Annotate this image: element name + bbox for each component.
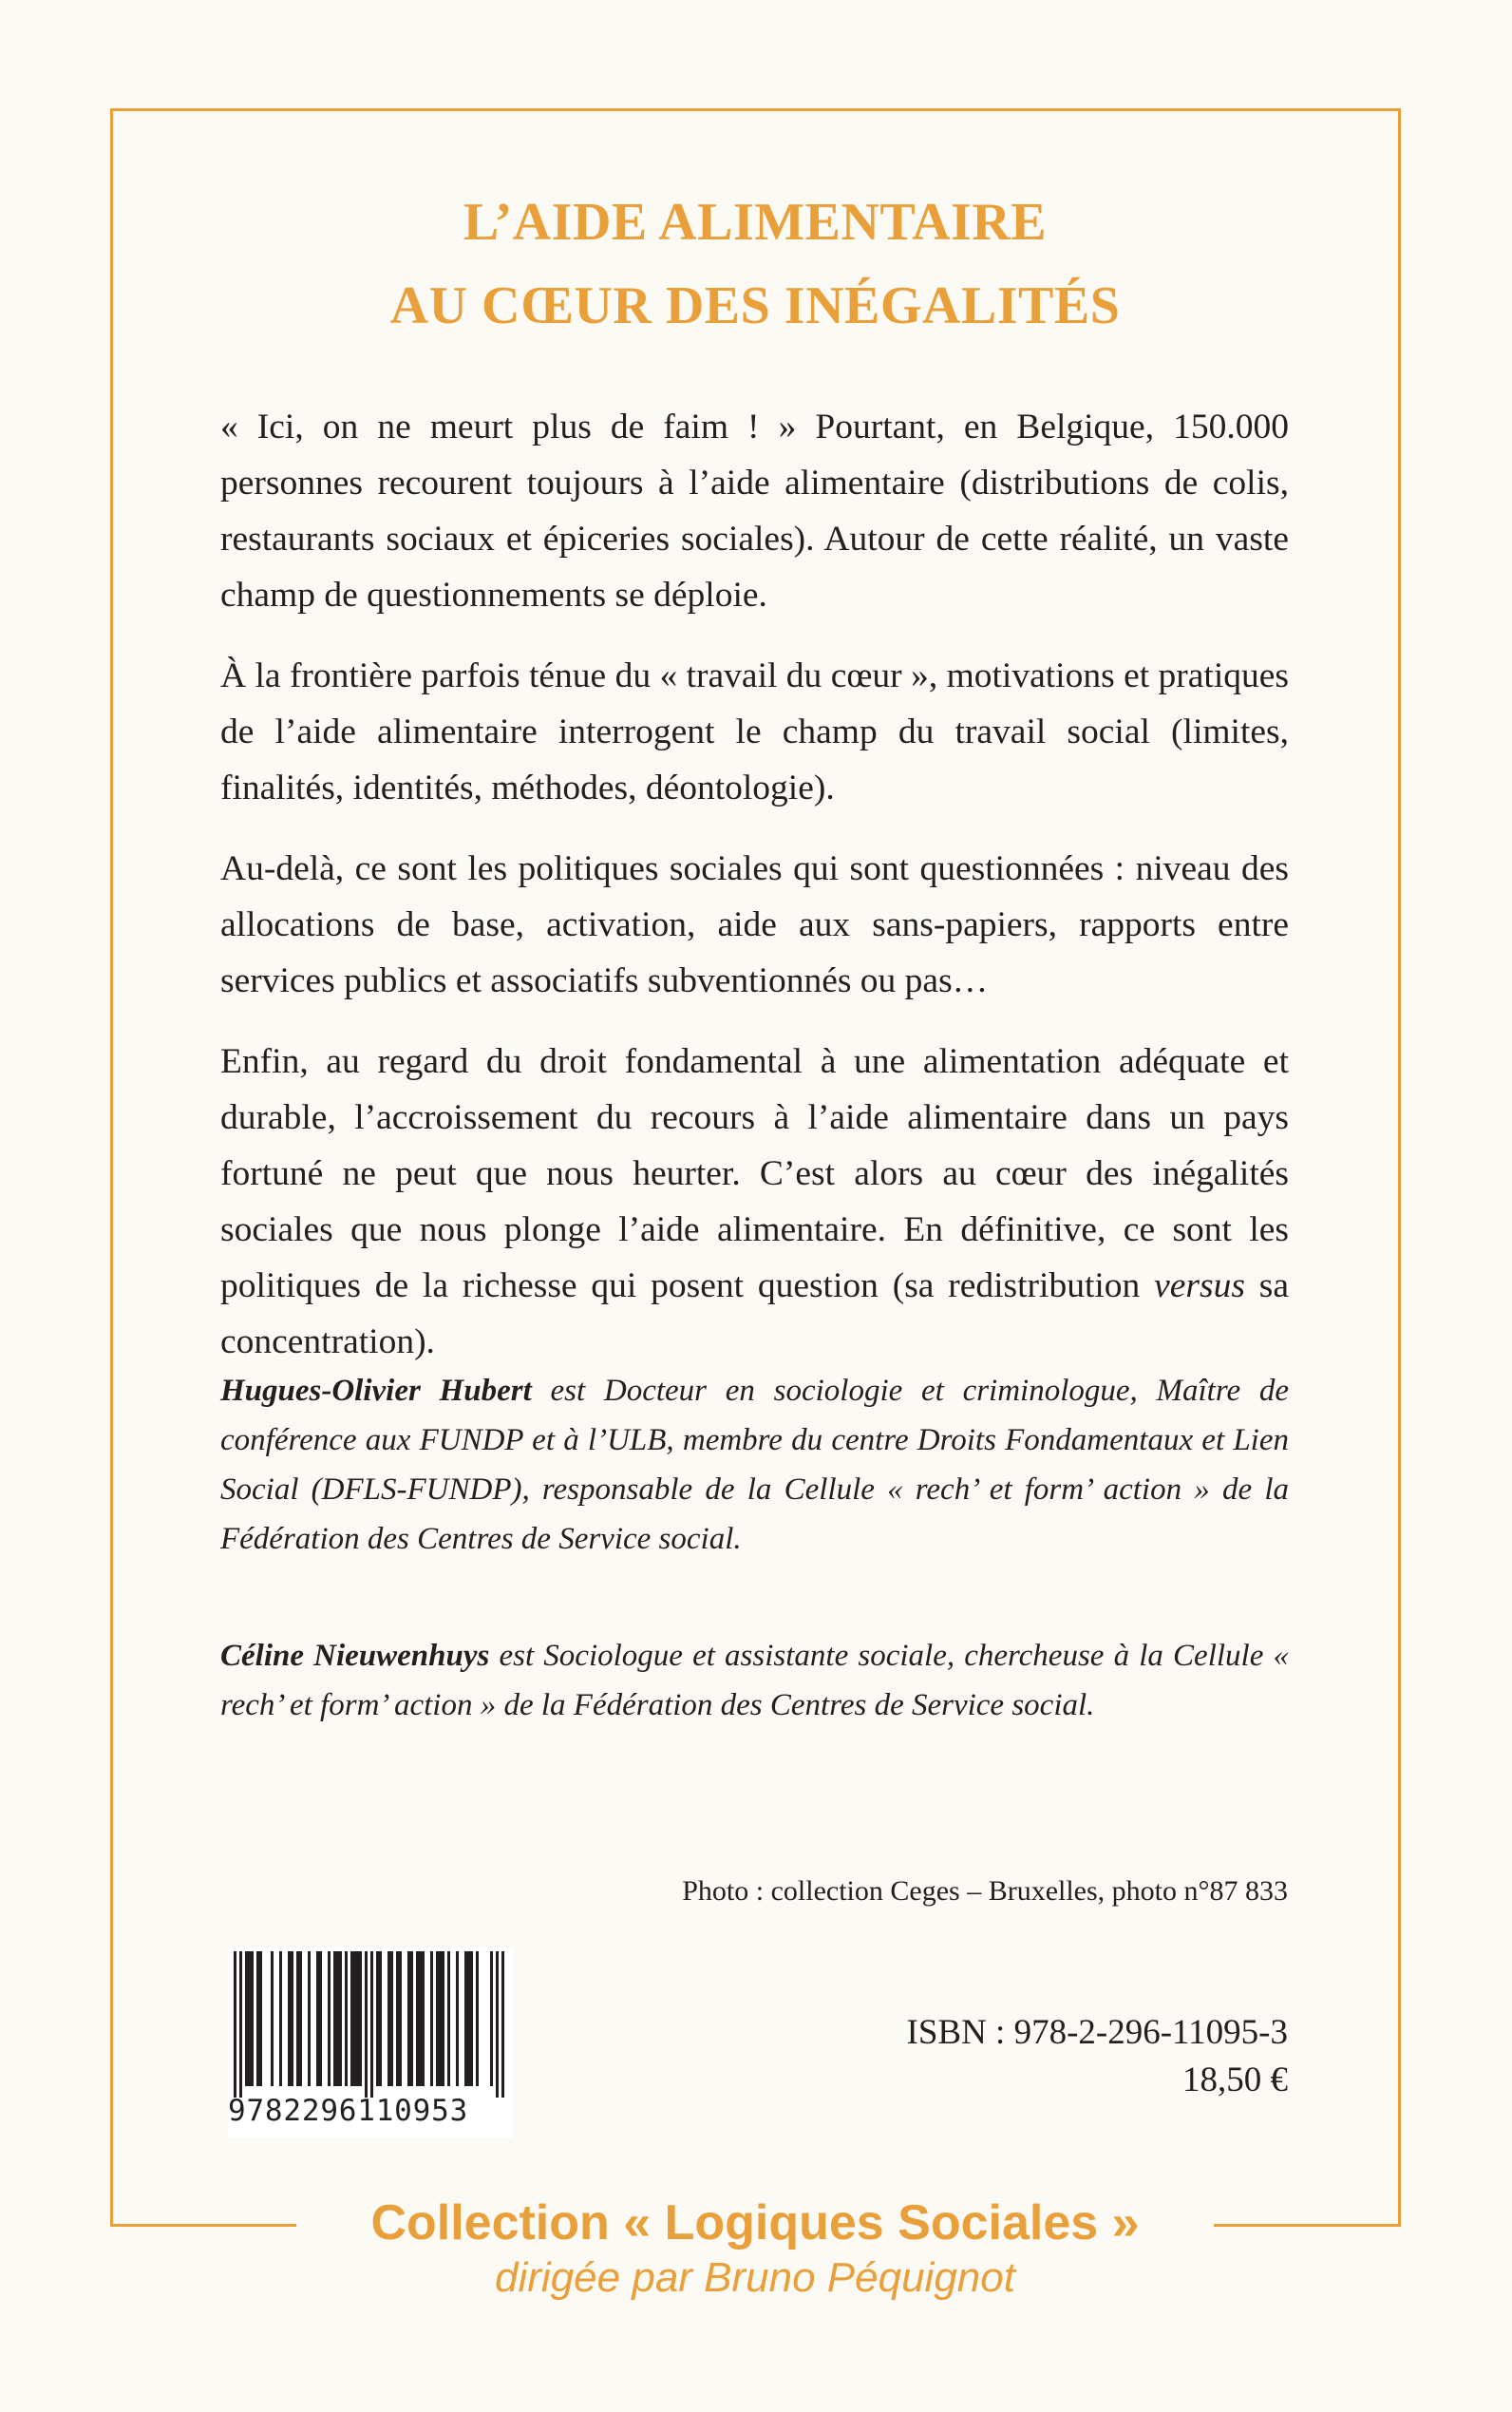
collection-name: Collection « Logiques Sociales »: [370, 2195, 1140, 2251]
barcode-bar: [387, 1951, 390, 2086]
barcode-bar: [422, 1951, 425, 2086]
photo-credit: Photo : collection Ceges – Bruxelles, photo n°87 833: [682, 1875, 1288, 1907]
barcode: [228, 1947, 513, 2137]
barcode-bar: [353, 1951, 356, 2086]
barcode-bar: [399, 1951, 402, 2086]
barcode-bars: [228, 1947, 513, 2099]
barcode-bar: [476, 1951, 479, 2086]
barcode-digits: 9782296110953: [228, 2094, 469, 2128]
barcode-bar: [447, 1951, 450, 2086]
barcode-bar: [279, 1951, 282, 2086]
barcode-bar: [248, 1951, 251, 2086]
isbn-number: ISBN : 978-2-296-11095-3: [906, 2013, 1288, 2052]
book-title-line-2: AU CŒUR DES INÉGALITÉS: [389, 276, 1121, 335]
barcode-bar: [234, 1951, 236, 2098]
price: 18,50 €: [1182, 2061, 1288, 2099]
author-name-2: Céline Nieuwenhuys: [220, 1639, 490, 1673]
author-bio-text-1: est Docteur en sociologie et criminologue, Maître de conférence aux FUNDP et à l’ULB, membre du centre Droits Fondamentaux et Lien Social (DFLS-FUNDP), responsable de la Cellule « rech’ et form’ action » de la Fédération des Centres de Service social.: [220, 1374, 1289, 1556]
barcode-bar: [299, 1951, 302, 2086]
frame-right-border: [1398, 108, 1401, 2227]
barcode-bar: [496, 1951, 499, 2098]
barcode-bar: [328, 1951, 331, 2086]
barcode-bar: [501, 1951, 504, 2098]
barcode-bar: [288, 1951, 291, 2086]
author-bio-2: [220, 1631, 1289, 1730]
paragraph-4-end: sa concentration).: [220, 1266, 1289, 1361]
barcode-bar: [259, 1951, 262, 2086]
paragraph-4-start: Enfin, au regard du droit fondamental à une alimentation adéquate et durable, l’accroissement du recours à l’aide alimentaire dans un pays fortuné ne peut que nous heurter. C’est alors au cœur des inégalités sociales que nous plonge l’aide alimentaire. En définitive, ce sont les politiques de la richesse qui posent question (sa redistribution: [220, 1042, 1289, 1305]
barcode-bar: [396, 1951, 399, 2086]
barcode-bar: [419, 1951, 422, 2086]
barcode-bar: [239, 1951, 242, 2098]
barcode-bar: [390, 1951, 393, 2086]
barcode-bar: [490, 1951, 493, 2086]
paragraph-4-emphasis: versus: [1154, 1266, 1245, 1305]
barcode-bar: [356, 1951, 359, 2086]
barcode-bar: [359, 1951, 362, 2086]
barcode-bar: [251, 1951, 254, 2086]
barcode-bar: [365, 1951, 368, 2098]
barcode-bar: [464, 1951, 467, 2086]
frame-top-border: [110, 108, 1401, 111]
barcode-bar: [470, 1951, 473, 2086]
barcode-bar: [379, 1951, 382, 2086]
author-bio-text-2: est Sociologue et assistante sociale, chercheuse à la Cellule « rech’ et form’ action » de la Fédération des Centres de Service social.: [220, 1639, 1290, 1722]
barcode-bar: [430, 1951, 433, 2086]
barcode-bar: [416, 1951, 419, 2086]
barcode-bar: [410, 1951, 413, 2086]
barcode-bar: [296, 1951, 299, 2086]
frame-bottom-right-border: [1214, 2224, 1401, 2227]
summary-paragraph-2: À la frontière parfois ténue du « travail du cœur », motivations et pratiques de l’aide alimentaire interrogent le champ du travail social (limites, finalités, identités, méthodes, déontologie).: [220, 656, 1289, 807]
frame-bottom-left-border: [110, 2224, 296, 2227]
frame-left-border: [110, 108, 113, 2227]
barcode-bar: [336, 1951, 339, 2086]
summary-paragraph-1: « Ici, on ne meurt plus de faim ! » Pourtant, en Belgique, 150.000 personnes recourent toujours à l’aide alimentaire (distributions de colis, restaurants sociaux et épiceries sociales). Autour de cette réalité, un vaste champ de questionnements se déploie.: [220, 408, 1289, 615]
barcode-bar: [407, 1951, 410, 2086]
barcode-bar: [291, 1951, 293, 2086]
barcode-bar: [467, 1951, 470, 2086]
author-bio-1: [220, 1366, 1289, 1564]
collection-director: dirigée par Bruno Péquignot: [495, 2254, 1015, 2301]
barcode-bar: [439, 1951, 442, 2086]
summary-paragraph-4: [220, 1034, 1289, 1370]
barcode-bar: [308, 1951, 311, 2086]
book-title-line-1: L’AIDE ALIMENTAIRE: [463, 193, 1048, 252]
barcode-bar: [376, 1951, 379, 2086]
barcode-bar: [333, 1951, 336, 2086]
barcode-bar: [345, 1951, 348, 2086]
barcode-bar: [350, 1951, 353, 2086]
barcode-bar: [442, 1951, 444, 2086]
barcode-bar: [436, 1951, 439, 2086]
barcode-bar: [256, 1951, 259, 2086]
barcode-bar: [319, 1951, 322, 2086]
author-name-1: Hugues-Olivier Hubert: [220, 1374, 532, 1408]
summary-text: [220, 399, 1289, 1395]
barcode-bar: [456, 1951, 459, 2086]
barcode-bar: [339, 1951, 342, 2086]
barcode-bar: [271, 1951, 274, 2086]
book-title: [218, 180, 1292, 348]
barcode-bar: [316, 1951, 319, 2086]
barcode-bar: [370, 1951, 373, 2098]
barcode-bar: [245, 1951, 248, 2086]
summary-paragraph-3: Au-delà, ce sont les politiques sociales qui sont questionnées : niveau des allocations de base, activation, aide aux sans-papiers, rapports entre services publics et associatifs subventionnés ou pas…: [220, 849, 1289, 1000]
